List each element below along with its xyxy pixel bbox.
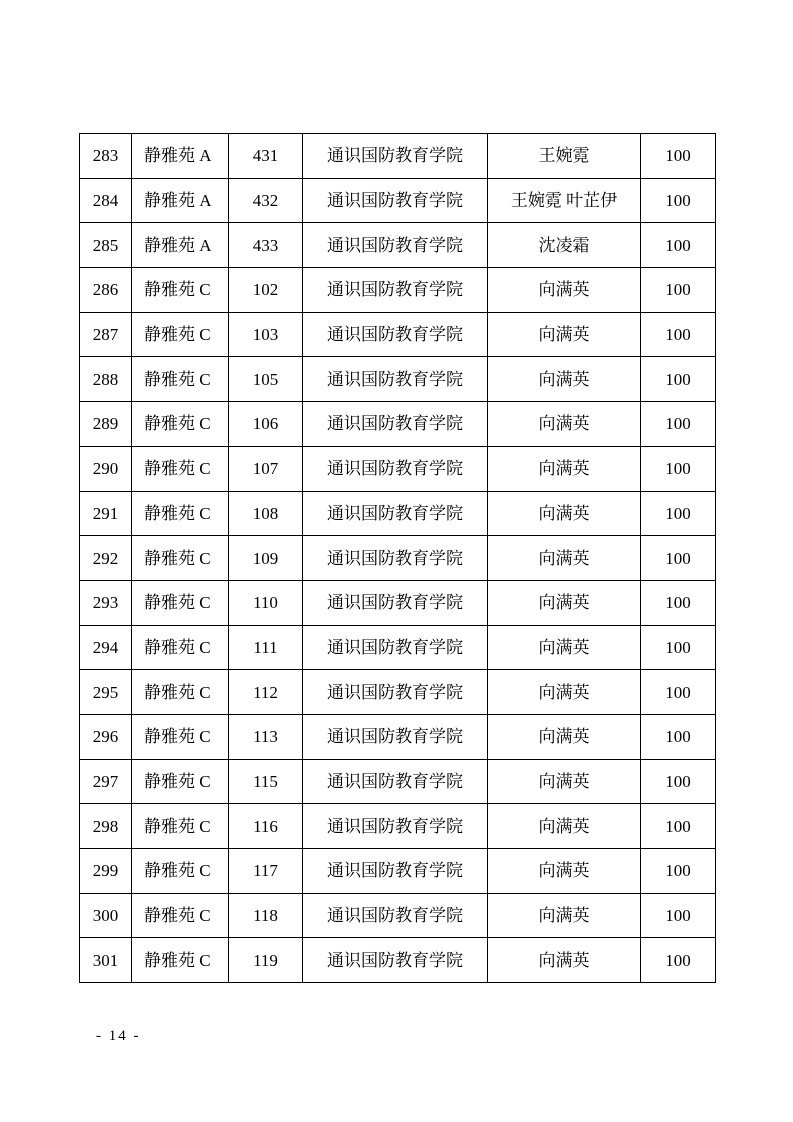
cell-score: 100 xyxy=(641,178,716,223)
cell-sequence-number: 285 xyxy=(80,223,132,268)
cell-college: 通识国防教育学院 xyxy=(303,446,488,491)
table-row xyxy=(80,312,716,357)
table-row xyxy=(80,849,716,894)
cell-sequence-number: 295 xyxy=(80,670,132,715)
cell-room-number: 117 xyxy=(229,849,303,894)
cell-sequence-number: 289 xyxy=(80,402,132,447)
cell-responsible-person: 向满英 xyxy=(488,893,641,938)
cell-score: 100 xyxy=(641,580,716,625)
cell-score: 100 xyxy=(641,670,716,715)
cell-sequence-number: 296 xyxy=(80,714,132,759)
cell-sequence-number: 291 xyxy=(80,491,132,536)
cell-college: 通识国防教育学院 xyxy=(303,312,488,357)
cell-responsible-person: 王婉霓 xyxy=(488,134,641,179)
cell-sequence-number: 298 xyxy=(80,804,132,849)
cell-building: 静雅苑 A xyxy=(132,134,229,179)
cell-responsible-person: 向满英 xyxy=(488,938,641,983)
cell-building: 静雅苑 C xyxy=(132,714,229,759)
table-row xyxy=(80,357,716,402)
table-row xyxy=(80,446,716,491)
cell-responsible-person: 向满英 xyxy=(488,446,641,491)
cell-room-number: 109 xyxy=(229,536,303,581)
cell-college: 通识国防教育学院 xyxy=(303,402,488,447)
table-row xyxy=(80,580,716,625)
cell-sequence-number: 284 xyxy=(80,178,132,223)
cell-room-number: 106 xyxy=(229,402,303,447)
dormitory-score-table xyxy=(79,133,716,983)
cell-room-number: 433 xyxy=(229,223,303,268)
cell-responsible-person: 向满英 xyxy=(488,670,641,715)
cell-college: 通识国防教育学院 xyxy=(303,804,488,849)
cell-room-number: 102 xyxy=(229,268,303,313)
table-row xyxy=(80,402,716,447)
cell-score: 100 xyxy=(641,849,716,894)
cell-score: 100 xyxy=(641,625,716,670)
cell-building: 静雅苑 C xyxy=(132,849,229,894)
table-row xyxy=(80,893,716,938)
table-row xyxy=(80,670,716,715)
cell-score: 100 xyxy=(641,893,716,938)
cell-building: 静雅苑 C xyxy=(132,446,229,491)
cell-building: 静雅苑 C xyxy=(132,580,229,625)
cell-responsible-person: 向满英 xyxy=(488,357,641,402)
cell-sequence-number: 300 xyxy=(80,893,132,938)
cell-room-number: 111 xyxy=(229,625,303,670)
cell-sequence-number: 293 xyxy=(80,580,132,625)
cell-room-number: 119 xyxy=(229,938,303,983)
cell-building: 静雅苑 C xyxy=(132,357,229,402)
cell-building: 静雅苑 C xyxy=(132,312,229,357)
table-body xyxy=(80,134,716,983)
table-row xyxy=(80,536,716,581)
cell-college: 通识国防教育学院 xyxy=(303,625,488,670)
cell-room-number: 110 xyxy=(229,580,303,625)
cell-score: 100 xyxy=(641,938,716,983)
table-row xyxy=(80,268,716,313)
cell-responsible-person: 向满英 xyxy=(488,268,641,313)
cell-building: 静雅苑 C xyxy=(132,804,229,849)
cell-sequence-number: 292 xyxy=(80,536,132,581)
cell-score: 100 xyxy=(641,446,716,491)
cell-score: 100 xyxy=(641,268,716,313)
cell-responsible-person: 向满英 xyxy=(488,625,641,670)
cell-responsible-person: 沈凌霜 xyxy=(488,223,641,268)
cell-building: 静雅苑 A xyxy=(132,223,229,268)
cell-score: 100 xyxy=(641,134,716,179)
cell-responsible-person: 向满英 xyxy=(488,714,641,759)
table-row xyxy=(80,178,716,223)
cell-sequence-number: 288 xyxy=(80,357,132,402)
cell-responsible-person: 向满英 xyxy=(488,402,641,447)
cell-sequence-number: 299 xyxy=(80,849,132,894)
page-number: - 14 - xyxy=(96,1028,141,1044)
cell-room-number: 432 xyxy=(229,178,303,223)
cell-college: 通识国防教育学院 xyxy=(303,580,488,625)
cell-sequence-number: 286 xyxy=(80,268,132,313)
cell-score: 100 xyxy=(641,714,716,759)
cell-responsible-person: 向满英 xyxy=(488,804,641,849)
cell-room-number: 113 xyxy=(229,714,303,759)
cell-college: 通识国防教育学院 xyxy=(303,893,488,938)
cell-college: 通识国防教育学院 xyxy=(303,536,488,581)
cell-room-number: 118 xyxy=(229,893,303,938)
cell-sequence-number: 294 xyxy=(80,625,132,670)
cell-responsible-person: 向满英 xyxy=(488,759,641,804)
cell-building: 静雅苑 C xyxy=(132,625,229,670)
cell-sequence-number: 301 xyxy=(80,938,132,983)
cell-score: 100 xyxy=(641,357,716,402)
table-row xyxy=(80,759,716,804)
cell-college: 通识国防教育学院 xyxy=(303,670,488,715)
cell-room-number: 116 xyxy=(229,804,303,849)
cell-college: 通识国防教育学院 xyxy=(303,491,488,536)
cell-college: 通识国防教育学院 xyxy=(303,357,488,402)
cell-college: 通识国防教育学院 xyxy=(303,714,488,759)
table-row xyxy=(80,625,716,670)
cell-sequence-number: 287 xyxy=(80,312,132,357)
cell-score: 100 xyxy=(641,491,716,536)
cell-sequence-number: 283 xyxy=(80,134,132,179)
cell-sequence-number: 290 xyxy=(80,446,132,491)
cell-responsible-person: 向满英 xyxy=(488,849,641,894)
cell-building: 静雅苑 C xyxy=(132,268,229,313)
cell-score: 100 xyxy=(641,536,716,581)
cell-room-number: 107 xyxy=(229,446,303,491)
cell-building: 静雅苑 C xyxy=(132,670,229,715)
cell-room-number: 105 xyxy=(229,357,303,402)
cell-building: 静雅苑 C xyxy=(132,491,229,536)
cell-responsible-person: 向满英 xyxy=(488,536,641,581)
cell-college: 通识国防教育学院 xyxy=(303,178,488,223)
cell-college: 通识国防教育学院 xyxy=(303,134,488,179)
cell-building: 静雅苑 C xyxy=(132,536,229,581)
cell-college: 通识国防教育学院 xyxy=(303,268,488,313)
cell-score: 100 xyxy=(641,312,716,357)
cell-score: 100 xyxy=(641,759,716,804)
cell-room-number: 431 xyxy=(229,134,303,179)
cell-college: 通识国防教育学院 xyxy=(303,938,488,983)
cell-score: 100 xyxy=(641,223,716,268)
cell-score: 100 xyxy=(641,804,716,849)
table-row xyxy=(80,223,716,268)
cell-responsible-person: 向满英 xyxy=(488,312,641,357)
cell-college: 通识国防教育学院 xyxy=(303,849,488,894)
cell-building: 静雅苑 C xyxy=(132,402,229,447)
table-row xyxy=(80,134,716,179)
cell-room-number: 103 xyxy=(229,312,303,357)
cell-building: 静雅苑 C xyxy=(132,759,229,804)
table-row xyxy=(80,804,716,849)
cell-responsible-person: 王婉霓 叶芷伊 xyxy=(488,178,641,223)
cell-sequence-number: 297 xyxy=(80,759,132,804)
cell-room-number: 115 xyxy=(229,759,303,804)
cell-building: 静雅苑 A xyxy=(132,178,229,223)
cell-room-number: 112 xyxy=(229,670,303,715)
table-row xyxy=(80,491,716,536)
cell-score: 100 xyxy=(641,402,716,447)
cell-college: 通识国防教育学院 xyxy=(303,759,488,804)
cell-college: 通识国防教育学院 xyxy=(303,223,488,268)
cell-room-number: 108 xyxy=(229,491,303,536)
cell-responsible-person: 向满英 xyxy=(488,580,641,625)
cell-building: 静雅苑 C xyxy=(132,938,229,983)
table-row xyxy=(80,938,716,983)
cell-building: 静雅苑 C xyxy=(132,893,229,938)
table-row xyxy=(80,714,716,759)
cell-responsible-person: 向满英 xyxy=(488,491,641,536)
